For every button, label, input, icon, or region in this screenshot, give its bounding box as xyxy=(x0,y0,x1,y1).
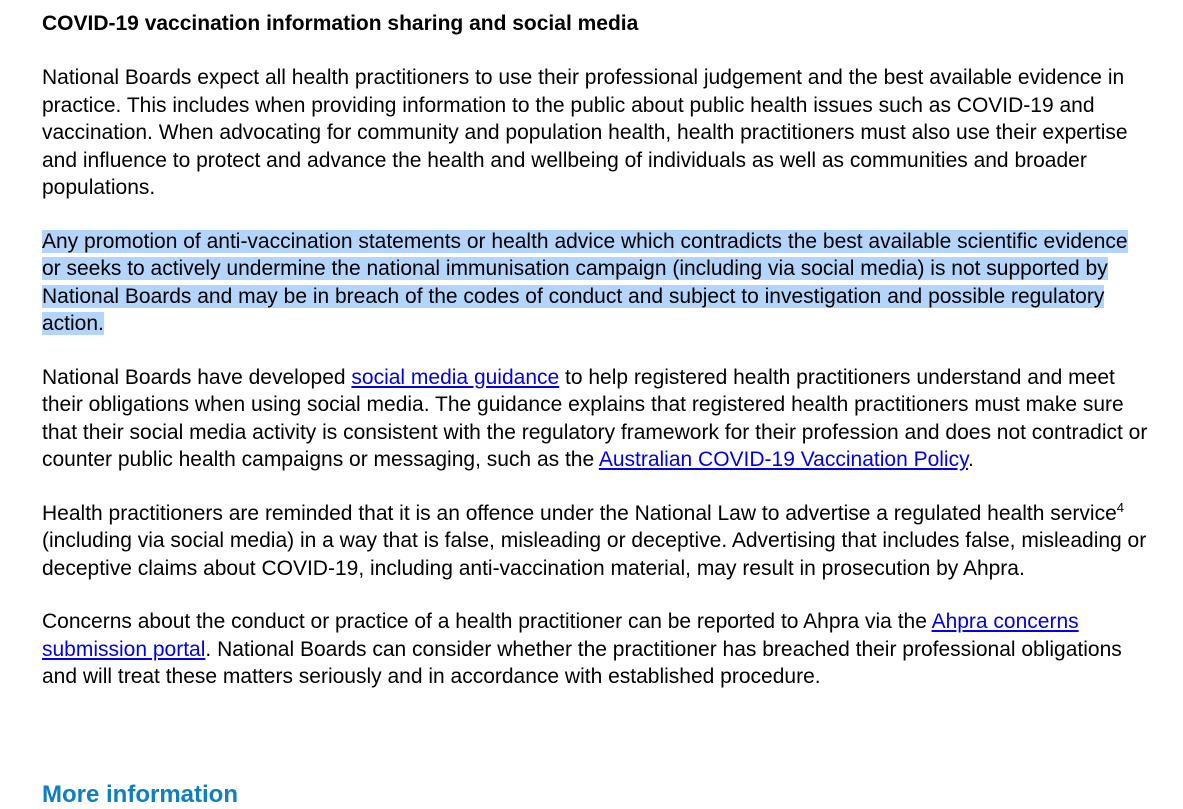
text-segment: (including via social media) in a way that is false, misleading or deceptive. Advertising that includes false, misleading or deceptive claims about COVID-19, including anti-vaccination material, may result in prosecution by Ahpra. xyxy=(42,529,1147,580)
document-page xyxy=(42,10,1152,717)
footnote-marker: 4 xyxy=(1116,499,1124,515)
text-segment: . National Boards can consider whether the practitioner has breached their professional obligations and will treat these matters seriously and in accordance with established procedure. xyxy=(42,637,1122,688)
paragraph-social-media xyxy=(42,364,1152,474)
social-media-guidance-link[interactable]: social media guidance xyxy=(351,365,560,389)
text-segment: to help registered health practitioners understand and meet their obligations when using social media. The guidance explains that registered health practitioners must make sure that their social media activity is consistent with the regulatory framework for their profession and does not contradict or counter public health campaigns or messaging, such as the xyxy=(42,365,1148,471)
text-segment: National Boards have developed xyxy=(42,365,352,389)
section-heading: COVID-19 vaccination information sharing and social media xyxy=(42,12,639,35)
paragraph-advertising xyxy=(42,500,1152,583)
paragraph-anti-vaccination xyxy=(42,228,1152,338)
selected-text-highlight[interactable]: Any promotion of anti-vaccination statements or health advice which contradicts the best available scientific evidence or seeks to actively undermine the national immunisation campaign (including via social media) is not supported by National Boards and may be in breach of the codes of conduct and subject to investigation and possible regulatory action. xyxy=(42,229,1128,335)
paragraph-evidence: National Boards expect all health practitioners to use their professional judgement and the best available evidence in practice. This includes when providing information to the public about public health issues such as COVID-19 and vaccination. When advocating for community and population health, health practitioners must also use their expertise and influence to protect and advance the health and wellbeing of individuals as well as communities and broader populations. xyxy=(42,66,1128,199)
concerns-portal-link[interactable]: Ahpra concerns submission portal xyxy=(42,610,1079,661)
text-segment: . xyxy=(968,448,974,471)
vaccination-policy-link[interactable]: Australian COVID-19 Vaccination Policy xyxy=(598,448,969,471)
text-segment: Concerns about the conduct or practice of a health practitioner can be reported to Ahpra via the xyxy=(42,610,932,633)
paragraph-concerns xyxy=(42,608,1152,691)
more-information-heading: More information xyxy=(42,781,238,808)
text-segment: Health practitioners are reminded that it is an offence under the National Law to advertise a regulated health service xyxy=(42,501,1117,525)
